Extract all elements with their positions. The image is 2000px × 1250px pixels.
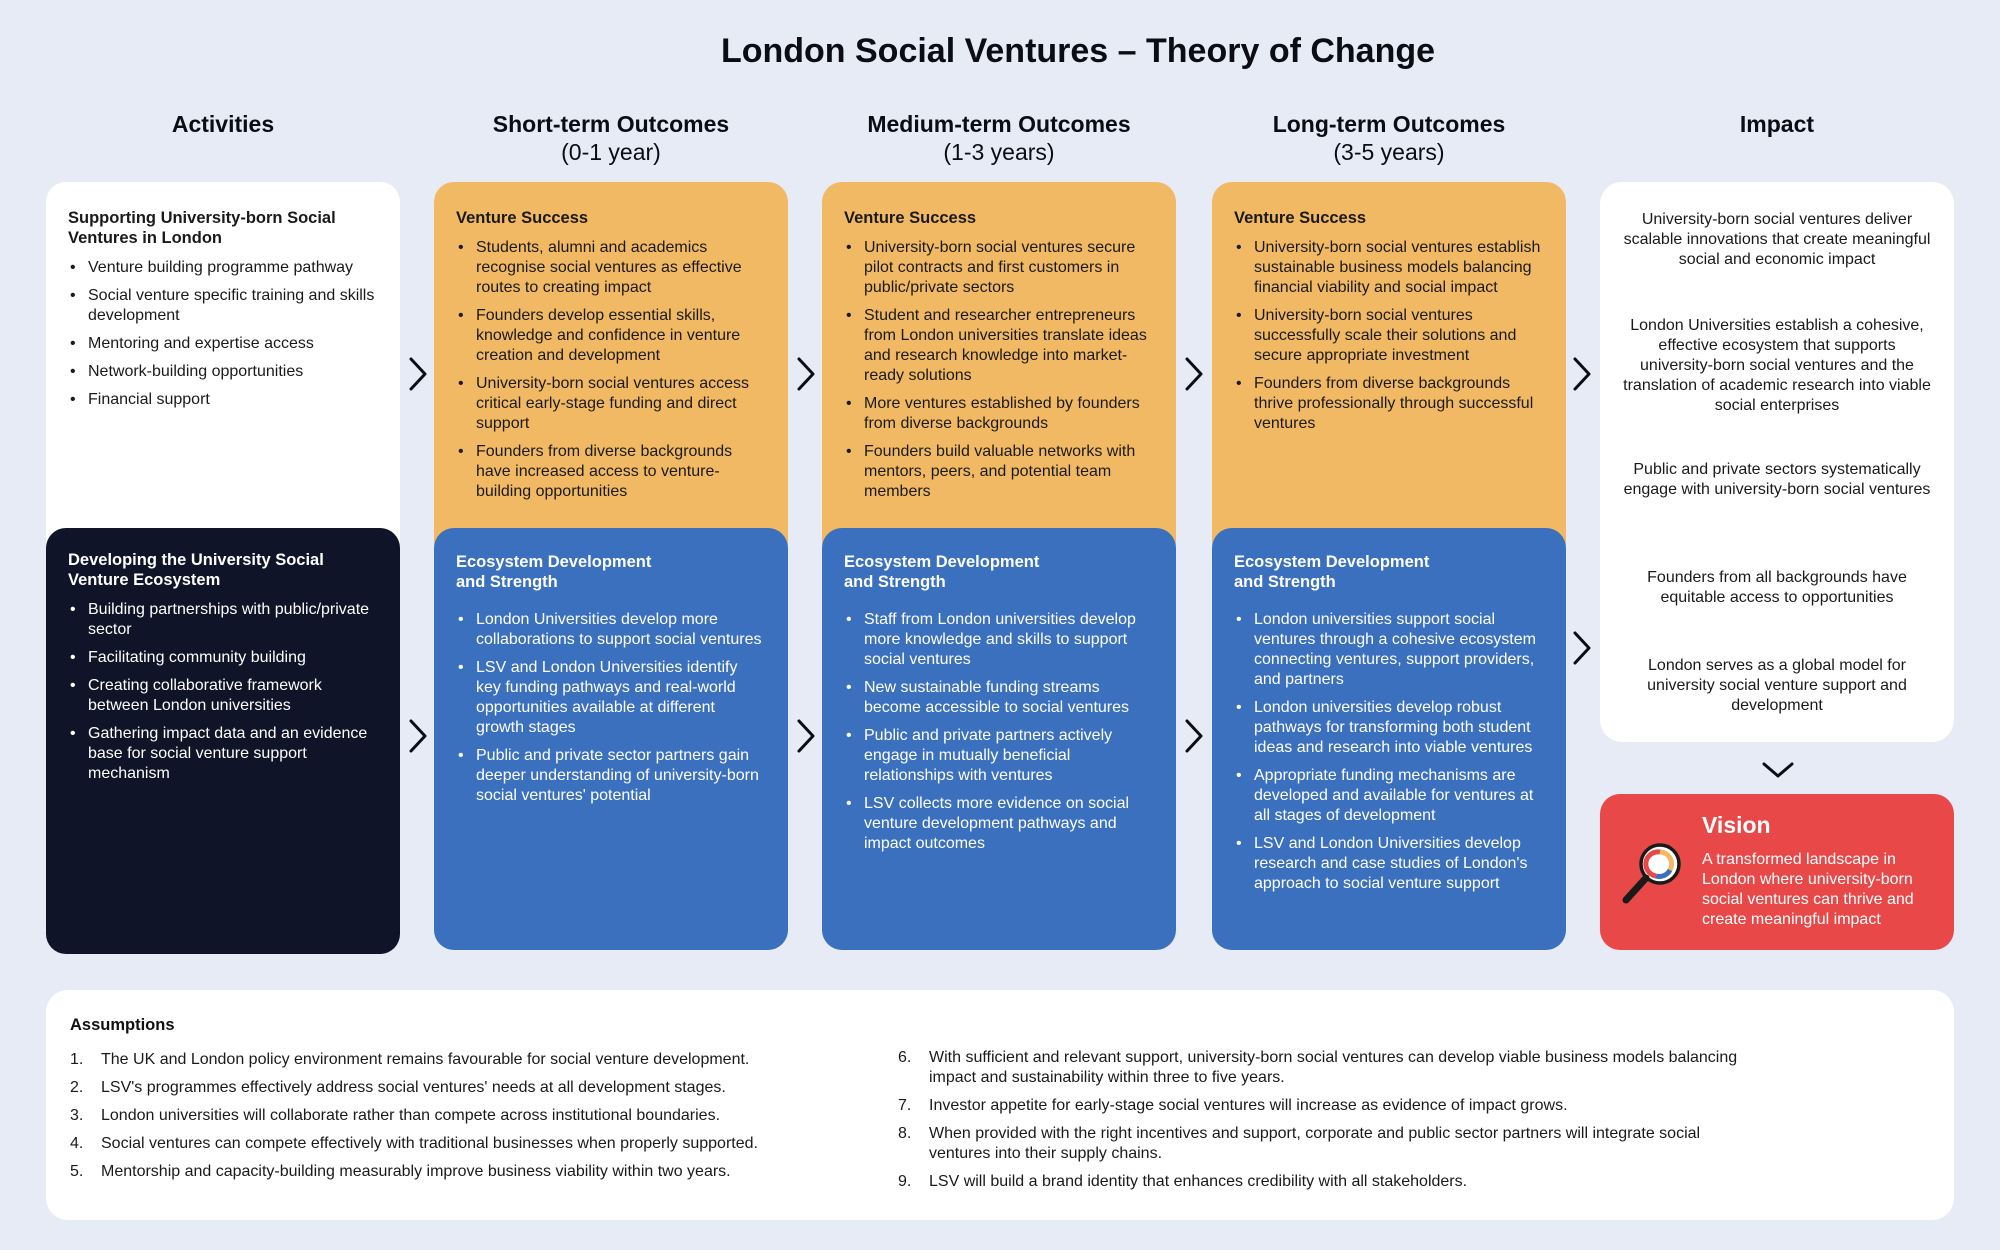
impact-statement: University-born social ventures deliver scalable innovations that create meaningful social and economic impact — [1623, 211, 1931, 268]
card-title: Developing the University Social Venture Ecosystem — [68, 551, 324, 589]
list-item: • London universities develop robust pathways for transforming both student ideas and research into viable ventures — [1234, 698, 1544, 758]
list-item: • Founders from diverse backgrounds have increased access to venture-building opportunities — [456, 442, 766, 502]
long-term-venture-card — [1212, 182, 1566, 562]
page-title: London Social Ventures – Theory of Change — [720, 32, 1436, 70]
assumptions-list-right — [898, 1048, 1758, 1200]
chevron-down-icon — [1760, 758, 1796, 782]
list-item: • Student and researcher entrepreneurs from London universities translate ideas and research knowledge into market-ready solutions — [844, 306, 1154, 386]
assumption-number: 5. — [70, 1163, 84, 1180]
vision-card — [1600, 794, 1954, 950]
column-heading-medium-term: Medium-term Outcomes (1-3 years) — [867, 111, 1131, 165]
list-item: • Facilitating community building — [68, 648, 378, 668]
assumption-item — [898, 1172, 1758, 1192]
impact-statement: Founders from all backgrounds have equitable access to opportunities — [1647, 569, 1907, 606]
card-list — [844, 238, 1154, 502]
chevron-right-icon — [794, 354, 818, 394]
list-item: • University-born social ventures establish sustainable business models balancing financial viability and social impact — [1234, 238, 1544, 298]
medium-term-venture-card — [822, 182, 1176, 562]
assumption-text: The UK and London policy environment remains favourable for social venture development. — [101, 1051, 750, 1068]
chevron-right-icon — [406, 716, 430, 756]
activities-venture-card — [46, 182, 400, 562]
card-title: Venture Success — [844, 209, 977, 227]
list-item: • Appropriate funding mechanisms are developed and available for ventures at all stages of development — [1234, 766, 1544, 826]
assumption-item — [898, 1124, 1758, 1164]
short-term-venture-card — [434, 182, 788, 562]
assumption-number: 6. — [898, 1049, 912, 1066]
chevron-right-icon — [406, 354, 430, 394]
short-term-ecosystem-card — [434, 528, 788, 950]
assumption-number: 7. — [898, 1097, 912, 1114]
list-item: • Founders from diverse backgrounds thrive professionally through successful ventures — [1234, 374, 1544, 434]
card-list — [68, 600, 378, 784]
assumption-item — [898, 1096, 1758, 1116]
column-heading-short-term: Short-term Outcomes (0-1 year) — [492, 111, 730, 165]
magnifier-icon — [1618, 838, 1688, 908]
activities-ecosystem-card — [46, 528, 400, 954]
assumption-number: 3. — [70, 1107, 84, 1124]
card-list — [1234, 238, 1544, 434]
chevron-right-icon — [1570, 354, 1594, 394]
assumption-text: London universities will collaborate rather than compete across institutional boundaries. — [101, 1107, 721, 1124]
assumption-number: 2. — [70, 1079, 84, 1096]
assumptions-card — [46, 990, 1954, 1220]
card-title: Supporting University-born Social Ventures in London — [68, 209, 336, 247]
card-list — [1234, 610, 1544, 894]
list-item: • Public and private sector partners gain deeper understanding of university-born social ventures' potential — [456, 746, 766, 806]
assumptions-list-left — [70, 1050, 870, 1190]
card-list — [68, 258, 378, 410]
vision-title: Vision — [1702, 812, 1771, 838]
medium-term-ecosystem-card — [822, 528, 1176, 950]
list-item: • Mentoring and expertise access — [68, 334, 378, 354]
list-item: • London universities support social ventures through a cohesive ecosystem connecting ventures, support providers, and partners — [1234, 610, 1544, 690]
column-heading-activities: Activities — [171, 111, 275, 137]
list-item: • Network-building opportunities — [68, 362, 378, 382]
list-item: • LSV collects more evidence on social venture development pathways and impact outcomes — [844, 794, 1154, 854]
assumption-item — [898, 1048, 1758, 1088]
assumption-text: LSV's programmes effectively address social ventures' needs at all development stages. — [101, 1079, 726, 1096]
impact-card — [1600, 182, 1954, 742]
chevron-right-icon — [1182, 716, 1206, 756]
chevron-right-icon — [794, 716, 818, 756]
assumption-text: Investor appetite for early-stage social ventures will increase as evidence of impact grows. — [929, 1097, 1568, 1114]
assumption-number: 9. — [898, 1173, 912, 1190]
list-item: • Gathering impact data and an evidence base for social venture support mechanism — [68, 724, 378, 784]
assumption-number: 8. — [898, 1125, 912, 1142]
list-item: • Financial support — [68, 390, 378, 410]
card-title: Ecosystem Development and Strength — [844, 553, 1040, 591]
card-list — [456, 238, 766, 502]
assumption-item — [70, 1106, 870, 1126]
list-item: • Building partnerships with public/private sector — [68, 600, 378, 640]
list-item: • Founders develop essential skills, knowledge and confidence in venture creation and development — [456, 306, 766, 366]
list-item: • Staff from London universities develop more knowledge and skills to support social ventures — [844, 610, 1154, 670]
list-item: • More ventures established by founders from diverse backgrounds — [844, 394, 1154, 434]
card-title: Venture Success — [456, 209, 589, 227]
list-item: • London Universities develop more collaborations to support social ventures — [456, 610, 766, 650]
chevron-right-icon — [1570, 628, 1594, 668]
assumption-item — [70, 1162, 870, 1182]
assumption-item — [70, 1050, 870, 1070]
list-item: • University-born social ventures secure pilot contracts and first customers in public/private sectors — [844, 238, 1154, 298]
assumption-item — [70, 1134, 870, 1154]
assumption-text: When provided with the right incentives and support, corporate and public sector partners will integrate social ventures into their supply chains. — [929, 1125, 1701, 1162]
card-title: Ecosystem Development and Strength — [1234, 553, 1430, 591]
impact-statement: London Universities establish a cohesive, effective ecosystem that supports university-born social ventures and the translation of academic research into viable social enterprises — [1623, 317, 1931, 414]
list-item: • Social venture specific training and skills development — [68, 286, 378, 326]
assumption-number: 4. — [70, 1135, 84, 1152]
vision-text: A transformed landscape in London where university-born social ventures can thrive and create meaningful impact — [1702, 851, 1914, 928]
chevron-right-icon — [1182, 354, 1206, 394]
list-item: • Venture building programme pathway — [68, 258, 378, 278]
assumption-text: Social ventures can compete effectively with traditional businesses when properly supported. — [101, 1135, 758, 1152]
list-item: • Public and private partners actively engage in mutually beneficial relationships with ventures — [844, 726, 1154, 786]
impact-statement: London serves as a global model for university social venture support and development — [1647, 657, 1907, 714]
long-term-ecosystem-card — [1212, 528, 1566, 950]
list-item: • Creating collaborative framework between London universities — [68, 676, 378, 716]
assumption-text: Mentorship and capacity-building measurably improve business viability within two years. — [101, 1163, 731, 1180]
assumption-number: 1. — [70, 1051, 84, 1068]
assumption-text: With sufficient and relevant support, university-born social ventures can develop viable business models balancing impact and sustainability within three to five years. — [929, 1049, 1738, 1086]
list-item: • New sustainable funding streams become accessible to social ventures — [844, 678, 1154, 718]
list-item: • University-born social ventures access critical early-stage funding and direct support — [456, 374, 766, 434]
card-list — [844, 610, 1154, 854]
list-item: • Students, alumni and academics recognise social ventures as effective routes to creating impact — [456, 238, 766, 298]
card-title: Venture Success — [1234, 209, 1367, 227]
list-item: • Founders build valuable networks with mentors, peers, and potential team members — [844, 442, 1154, 502]
list-item: • University-born social ventures successfully scale their solutions and secure appropriate investment — [1234, 306, 1544, 366]
card-title: Ecosystem Development and Strength — [456, 553, 652, 591]
card-list — [456, 610, 766, 806]
assumption-text: LSV will build a brand identity that enhances credibility with all stakeholders. — [929, 1173, 1468, 1190]
column-heading-long-term: Long-term Outcomes (3-5 years) — [1272, 111, 1506, 165]
list-item: • LSV and London Universities identify key funding pathways and real-world opportunities available at different growth stages — [456, 658, 766, 738]
column-heading-impact: Impact — [1739, 111, 1815, 137]
list-item: • LSV and London Universities develop research and case studies of London's approach to social venture support — [1234, 834, 1544, 894]
impact-statement: Public and private sectors systematically engage with university-born social ventures — [1623, 461, 1931, 498]
assumption-item — [70, 1078, 870, 1098]
assumptions-title: Assumptions — [70, 1016, 175, 1034]
